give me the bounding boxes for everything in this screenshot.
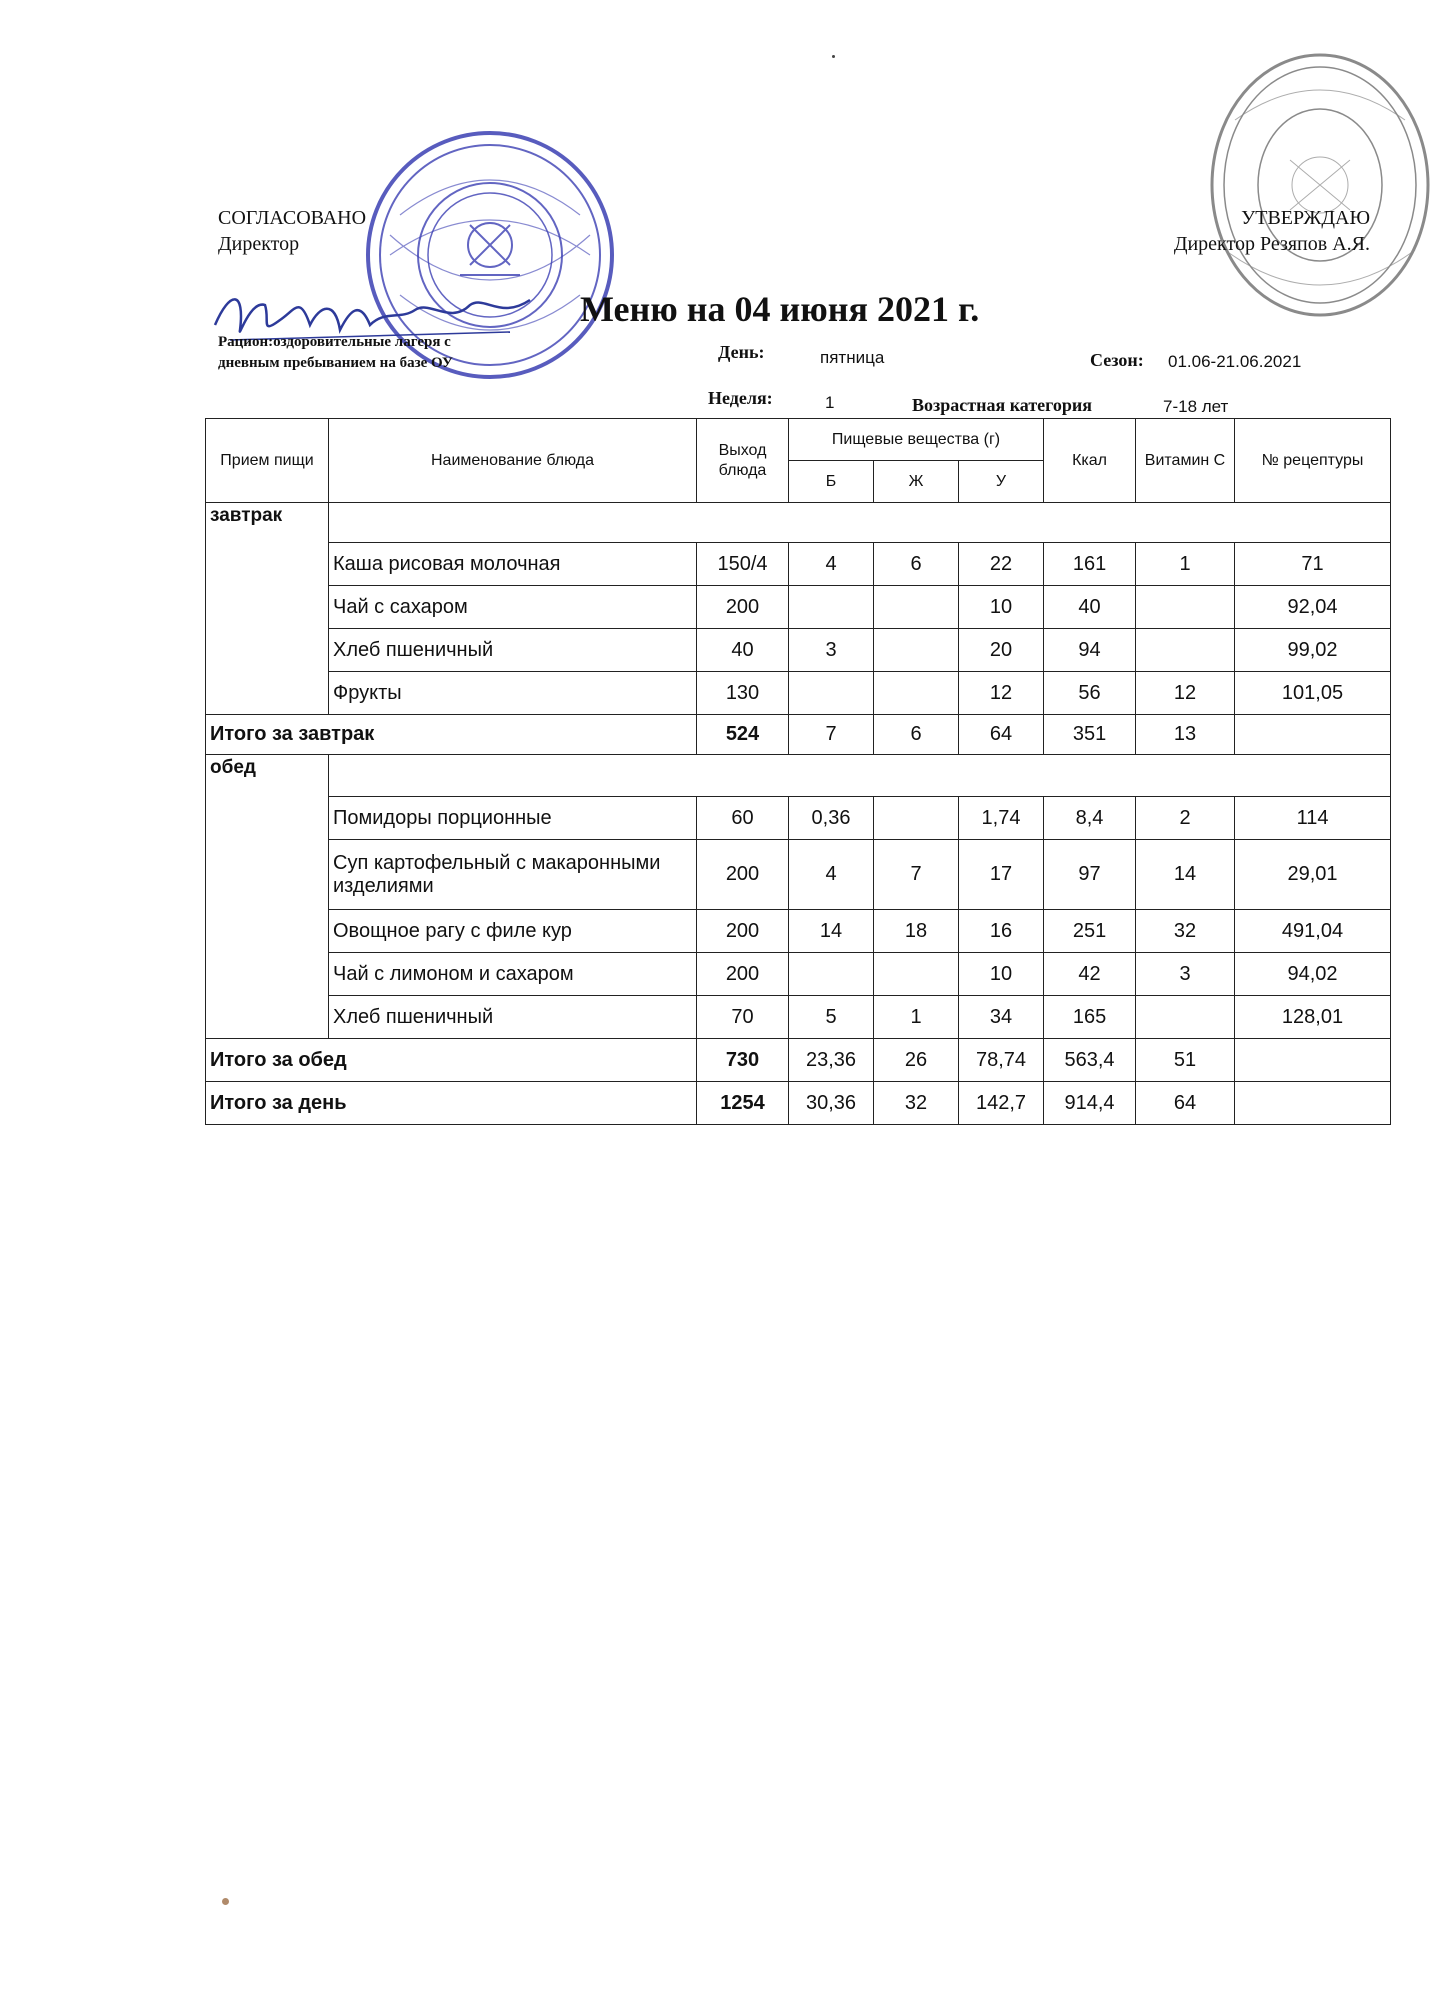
dish-yield: 200 xyxy=(697,910,789,953)
dish-carbs: 10 xyxy=(959,953,1044,996)
day-value: пятница xyxy=(820,348,885,367)
dish-carbs: 10 xyxy=(959,586,1044,629)
dish-yield: 40 xyxy=(697,629,789,672)
scan-speck xyxy=(832,55,835,58)
ration-label: Рацион: xyxy=(218,334,274,350)
dish-carbs: 22 xyxy=(959,543,1044,586)
total-fat: 6 xyxy=(874,715,959,755)
total-protein: 23,36 xyxy=(789,1039,874,1082)
dish-protein: 3 xyxy=(789,629,874,672)
day-total-row xyxy=(206,1082,1391,1125)
dish-protein: 4 xyxy=(789,543,874,586)
col-header-recipe: № рецептуры xyxy=(1235,419,1391,503)
dish-fat xyxy=(874,797,959,840)
dish-protein xyxy=(789,586,874,629)
dish-protein: 4 xyxy=(789,840,874,910)
dish-protein: 5 xyxy=(789,996,874,1039)
col-header-meal: Прием пищи xyxy=(206,419,329,503)
dish-recipe: 491,04 xyxy=(1235,910,1391,953)
total-recipe xyxy=(1235,1039,1391,1082)
dish-yield: 200 xyxy=(697,586,789,629)
col-header-yield: Выход блюда xyxy=(697,419,789,503)
approved-role: Директор Резяпов А.Я. xyxy=(1173,233,1370,255)
page-title: Меню на 04 июня 2021 г. xyxy=(580,289,980,329)
dish-fat: 7 xyxy=(874,840,959,910)
dish-vitamin: 12 xyxy=(1136,672,1235,715)
dish-name: Помидоры порционные xyxy=(329,797,697,840)
dish-kcal: 97 xyxy=(1044,840,1136,910)
dish-yield: 150/4 xyxy=(697,543,789,586)
dish-vitamin xyxy=(1136,996,1235,1039)
dish-kcal: 161 xyxy=(1044,543,1136,586)
col-header-vitamin: Витамин С xyxy=(1136,419,1235,503)
table-row xyxy=(206,996,1391,1039)
dish-name: Овощное рагу с филе кур xyxy=(329,910,697,953)
approval-right xyxy=(1090,205,1370,257)
dish-carbs: 16 xyxy=(959,910,1044,953)
season-label: Сезон: xyxy=(1090,350,1144,370)
dish-carbs: 1,74 xyxy=(959,797,1044,840)
total-vitamin: 51 xyxy=(1136,1039,1235,1082)
total-recipe xyxy=(1235,715,1391,755)
dish-vitamin: 3 xyxy=(1136,953,1235,996)
col-header-nutrients: Пищевые вещества (г) xyxy=(789,419,1044,461)
dish-vitamin: 32 xyxy=(1136,910,1235,953)
total-fat: 32 xyxy=(874,1082,959,1125)
breakfast-spacer xyxy=(329,503,1391,543)
week-label: Неделя: xyxy=(708,388,773,408)
meal-breakfast: завтрак xyxy=(206,503,329,715)
week-field xyxy=(708,388,773,409)
dish-yield: 70 xyxy=(697,996,789,1039)
age-value: 7-18 лет xyxy=(1163,397,1229,416)
day-label: День: xyxy=(718,342,765,362)
dish-kcal: 165 xyxy=(1044,996,1136,1039)
col-header-kcal: Ккал xyxy=(1044,419,1136,503)
total-yield: 730 xyxy=(697,1039,789,1082)
dish-name: Фрукты xyxy=(329,672,697,715)
dish-kcal: 42 xyxy=(1044,953,1136,996)
total-yield: 524 xyxy=(697,715,789,755)
approval-left xyxy=(218,205,366,257)
dish-kcal: 251 xyxy=(1044,910,1136,953)
dish-carbs: 20 xyxy=(959,629,1044,672)
table-row xyxy=(206,797,1391,840)
total-carbs: 64 xyxy=(959,715,1044,755)
dish-name: Суп картофельный с макаронными изделиями xyxy=(329,840,697,910)
total-kcal: 563,4 xyxy=(1044,1039,1136,1082)
dish-kcal: 8,4 xyxy=(1044,797,1136,840)
scan-speck xyxy=(222,1898,229,1905)
table-row xyxy=(206,672,1391,715)
total-carbs: 142,7 xyxy=(959,1082,1044,1125)
meal-lunch: обед xyxy=(206,755,329,1039)
dish-protein: 0,36 xyxy=(789,797,874,840)
dish-fat: 1 xyxy=(874,996,959,1039)
total-fat: 26 xyxy=(874,1039,959,1082)
dish-vitamin: 2 xyxy=(1136,797,1235,840)
day-field xyxy=(718,342,764,363)
lunch-spacer xyxy=(329,755,1391,797)
dish-name: Хлеб пшеничный xyxy=(329,629,697,672)
dish-protein xyxy=(789,672,874,715)
dish-recipe: 128,01 xyxy=(1235,996,1391,1039)
dish-kcal: 40 xyxy=(1044,586,1136,629)
dish-recipe: 94,02 xyxy=(1235,953,1391,996)
dish-name: Каша рисовая молочная xyxy=(329,543,697,586)
total-vitamin: 64 xyxy=(1136,1082,1235,1125)
table-row xyxy=(206,840,1391,910)
total-protein: 30,36 xyxy=(789,1082,874,1125)
menu-table xyxy=(205,418,1391,1125)
table-row xyxy=(206,953,1391,996)
total-yield: 1254 xyxy=(697,1082,789,1125)
age-field xyxy=(912,395,1092,416)
dish-vitamin xyxy=(1136,629,1235,672)
dish-fat xyxy=(874,672,959,715)
dish-fat xyxy=(874,629,959,672)
agreed-label: СОГЛАСОВАНО xyxy=(218,207,367,229)
dish-yield: 130 xyxy=(697,672,789,715)
dish-fat xyxy=(874,953,959,996)
table-row xyxy=(206,910,1391,953)
col-header-carbs: У xyxy=(959,461,1044,503)
table-row xyxy=(206,543,1391,586)
table-row xyxy=(206,629,1391,672)
dish-vitamin: 1 xyxy=(1136,543,1235,586)
total-label: Итого за завтрак xyxy=(206,715,697,755)
total-label: Итого за обед xyxy=(206,1039,697,1082)
dish-fat xyxy=(874,586,959,629)
dish-yield: 200 xyxy=(697,953,789,996)
dish-kcal: 56 xyxy=(1044,672,1136,715)
dish-name: Хлеб пшеничный xyxy=(329,996,697,1039)
dish-name: Чай с сахаром xyxy=(329,586,697,629)
dish-recipe: 71 xyxy=(1235,543,1391,586)
dish-carbs: 17 xyxy=(959,840,1044,910)
dish-recipe: 99,02 xyxy=(1235,629,1391,672)
total-vitamin: 13 xyxy=(1136,715,1235,755)
total-label: Итого за день xyxy=(206,1082,697,1125)
dish-kcal: 94 xyxy=(1044,629,1136,672)
week-value: 1 xyxy=(825,393,835,412)
total-carbs: 78,74 xyxy=(959,1039,1044,1082)
season-value: 01.06-21.06.2021 xyxy=(1168,352,1302,371)
dish-carbs: 34 xyxy=(959,996,1044,1039)
dish-yield: 60 xyxy=(697,797,789,840)
total-recipe xyxy=(1235,1082,1391,1125)
dish-recipe: 29,01 xyxy=(1235,840,1391,910)
col-header-protein: Б xyxy=(789,461,874,503)
dish-protein xyxy=(789,953,874,996)
dish-vitamin: 14 xyxy=(1136,840,1235,910)
table-row xyxy=(206,586,1391,629)
gray-stamp xyxy=(1195,40,1435,330)
lunch-total-row xyxy=(206,1039,1391,1082)
dish-recipe: 101,05 xyxy=(1235,672,1391,715)
age-label: Возрастная категория xyxy=(912,395,1092,415)
total-kcal: 914,4 xyxy=(1044,1082,1136,1125)
breakfast-total-row xyxy=(206,715,1391,755)
dish-recipe: 114 xyxy=(1235,797,1391,840)
dish-fat: 6 xyxy=(874,543,959,586)
dish-yield: 200 xyxy=(697,840,789,910)
ration-value: оздоровительные лагеря с дневным пребыванием на базе ОУ xyxy=(218,334,453,371)
dish-fat: 18 xyxy=(874,910,959,953)
agreed-role: Директор xyxy=(218,233,300,255)
col-header-fat: Ж xyxy=(874,461,959,503)
dish-carbs: 12 xyxy=(959,672,1044,715)
ration-block xyxy=(218,332,458,374)
dish-vitamin xyxy=(1136,586,1235,629)
dish-recipe: 92,04 xyxy=(1235,586,1391,629)
total-protein: 7 xyxy=(789,715,874,755)
col-header-dish: Наименование блюда xyxy=(329,419,697,503)
total-kcal: 351 xyxy=(1044,715,1136,755)
season-field xyxy=(1090,350,1144,371)
approved-label: УТВЕРЖДАЮ xyxy=(1241,207,1370,229)
dish-protein: 14 xyxy=(789,910,874,953)
dish-name: Чай с лимоном и сахаром xyxy=(329,953,697,996)
